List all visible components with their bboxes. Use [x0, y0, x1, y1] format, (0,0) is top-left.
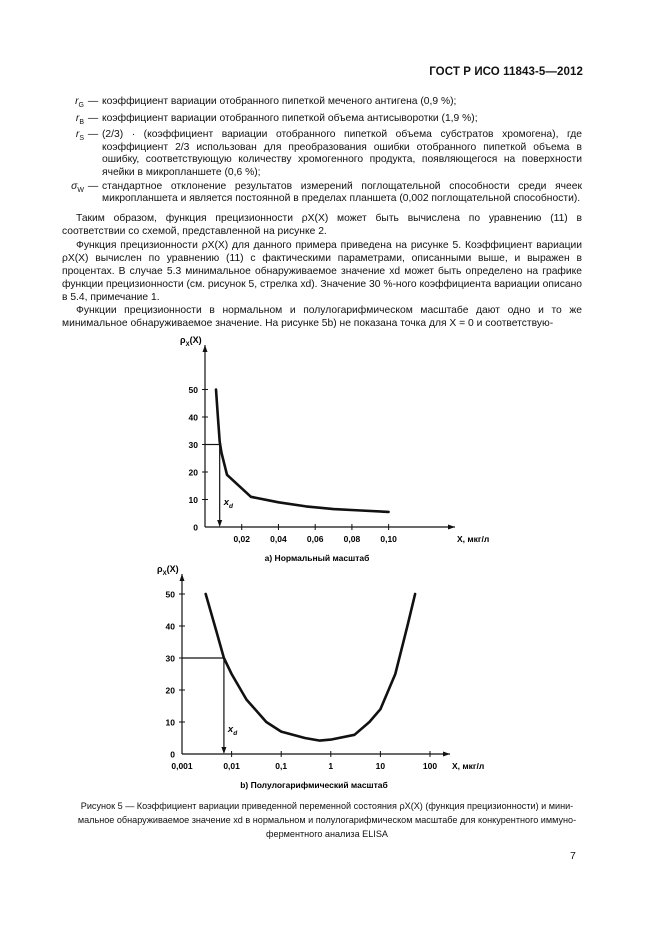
- paragraph-1: Таким образом, функция прецизионности ρX(X) может быть вычислена по уравнению (11) в соответствии со схемой, представленной на рисунке 2.: [62, 213, 582, 237]
- definition-text: коэффициент вариации отобранного пипеткой меченого антигена (0,9 %);: [102, 96, 457, 107]
- y-tick-label: 30: [165, 653, 175, 664]
- definition-rg: $r_G$ — коэффициент вариации отобранного пипеткой меченого антигена (0,9 %);: [62, 96, 582, 113]
- definition-symbol: $r_S$: [75, 129, 84, 143]
- y-tick-label: 40: [188, 412, 198, 423]
- x-tick-label: 0,1: [275, 761, 288, 771]
- x-tick-label: 10: [375, 761, 386, 771]
- chart-title: a) Нормальный масштаб: [264, 553, 370, 563]
- x-tick-label: 1: [328, 761, 334, 771]
- chart-title: b) Полулогарифмический масштаб: [240, 780, 388, 790]
- x-tick-label: 0,02: [233, 534, 251, 544]
- y-tick-label: 20: [165, 685, 175, 696]
- x-axis-arrow: [448, 525, 455, 530]
- definition-symbol: $r_B$: [75, 112, 84, 126]
- precision-curve: [206, 594, 415, 741]
- definition-symbol: $r_G$: [75, 96, 84, 110]
- definition-text: стандартное отклонение результатов измерений поглощательной способности среди ячеек микропланшета и является постоянной в пределах планшета (0,002 поглощательной способности).: [102, 180, 582, 205]
- x-axis-label: X, мкг/л: [457, 534, 490, 544]
- x-tick-label: 0,10: [380, 534, 397, 544]
- y-axis-arrow: [203, 345, 208, 352]
- definition-symbol: $\sigma_W$: [71, 180, 84, 194]
- x-tick-label: 0,06: [306, 534, 324, 544]
- xd-label: $x_d$: [223, 497, 233, 510]
- xd-label: $x_d$: [227, 724, 238, 737]
- y-tick-label: 50: [188, 385, 198, 395]
- y-tick-label: 0: [193, 522, 198, 533]
- y-tick-label: 0: [170, 749, 175, 760]
- x-tick-label: 0,01: [223, 761, 240, 771]
- y-axis-arrow: [180, 574, 185, 581]
- chart-normal-scale: [150, 333, 490, 573]
- caption-line-1: Рисунок 5 — Коэффициент вариации приведенной переменной состояния ρX(X) (функция прецизионности) и мини-: [80, 801, 574, 811]
- chart-semilog-scale: [140, 560, 485, 792]
- x-axis-label: X, мкг/л: [452, 761, 485, 771]
- xd-arrow-head: [221, 747, 226, 754]
- xd-arrow-head: [217, 520, 222, 527]
- x-tick-label: 100: [422, 761, 438, 771]
- y-tick-label: 30: [188, 440, 198, 450]
- definition-text: коэффициент вариации отобранного пипеткой объема антисыворотки (1,9 %);: [102, 112, 478, 124]
- definition-text: (2/3) · (коэффициент вариации отобранного пипеткой объема субстратов хромогена), где коэффициент 2/3 использован для преобразования ошибки отобранного пипеткой объема в ошибку, соответствующую количеству хромогенного продукта, появляющегося на поверхности ячейки в микропланшете (0,6 %);: [102, 129, 582, 179]
- y-tick-label: 10: [165, 717, 175, 728]
- y-tick-label: 50: [165, 589, 175, 600]
- caption-line-2: мальное обнаруживаемое значение xd в нормальном и полулогарифмическом масштабе для конкурентного иммуно-: [77, 815, 577, 825]
- page-number: 7: [570, 850, 576, 862]
- y-axis-label: $\rho_X(X)$: [180, 335, 202, 348]
- caption-line-3: ферментного анализа ELISA: [266, 829, 388, 839]
- y-tick-label: 40: [165, 621, 175, 632]
- symbol-definitions: [62, 96, 582, 206]
- y-tick-label: 20: [188, 467, 198, 478]
- definition-rs: $r_S$ — (2/3) · (коэффициент вариации отобранного пипеткой объема субстратов хромогена), где коэффициент 2/3 использован для преобразования ошибки отобранного пипеткой объема в ошибку, соответствующую количеству хромогенного продукта, появляющегося на поверхности ячейки в микропланшете (0,6 %);: [62, 129, 582, 179]
- y-axis-label: $\rho_X(X)$: [157, 564, 179, 577]
- precision-curve: [216, 390, 389, 512]
- paragraph-2: Функция прецизионности ρX(X) для данного примера приведена на рисунке 5. Коэффициент вариации ρX(X) вычислен по уравнению (11) с фактическими параметрами, описанными выше, и выражен в процентах. В случае 5.3 минимальное обнаруживаемое значение xd может быть определено на графике функции прецизионности (см. рисунок 5, стрелка xd). Значение 30 %-ного коэффициента вариации описано в 5.4, примечание 1.: [62, 240, 582, 303]
- definition-sigma-w: $\sigma_W$ — стандартное отклонение результатов измерений поглощательной способности среди ячеек микропланшета и является постоянной в пределах планшета (0,002 поглощательной способности).: [62, 181, 582, 206]
- x-axis-arrow: [443, 752, 450, 757]
- y-tick-label: 10: [188, 495, 198, 505]
- document-header: ГОСТ Р ИСО 11843-5—2012: [429, 66, 583, 78]
- x-tick-label: 0,001: [171, 761, 193, 771]
- x-tick-label: 0,08: [343, 534, 361, 544]
- figure-caption: [72, 799, 582, 841]
- x-tick-label: 0,04: [270, 534, 287, 544]
- definition-rb: $r_B$ — коэффициент вариации отобранного пипеткой объема антисыворотки (1,9 %);: [62, 113, 582, 130]
- paragraph-3: Функции прецизионности в нормальном и полулогарифмическом масштабе дают одно и то же минимальное обнаруживаемое значение. На рисунке 5b) не показана точка для X = 0 и соответствую-: [62, 305, 582, 329]
